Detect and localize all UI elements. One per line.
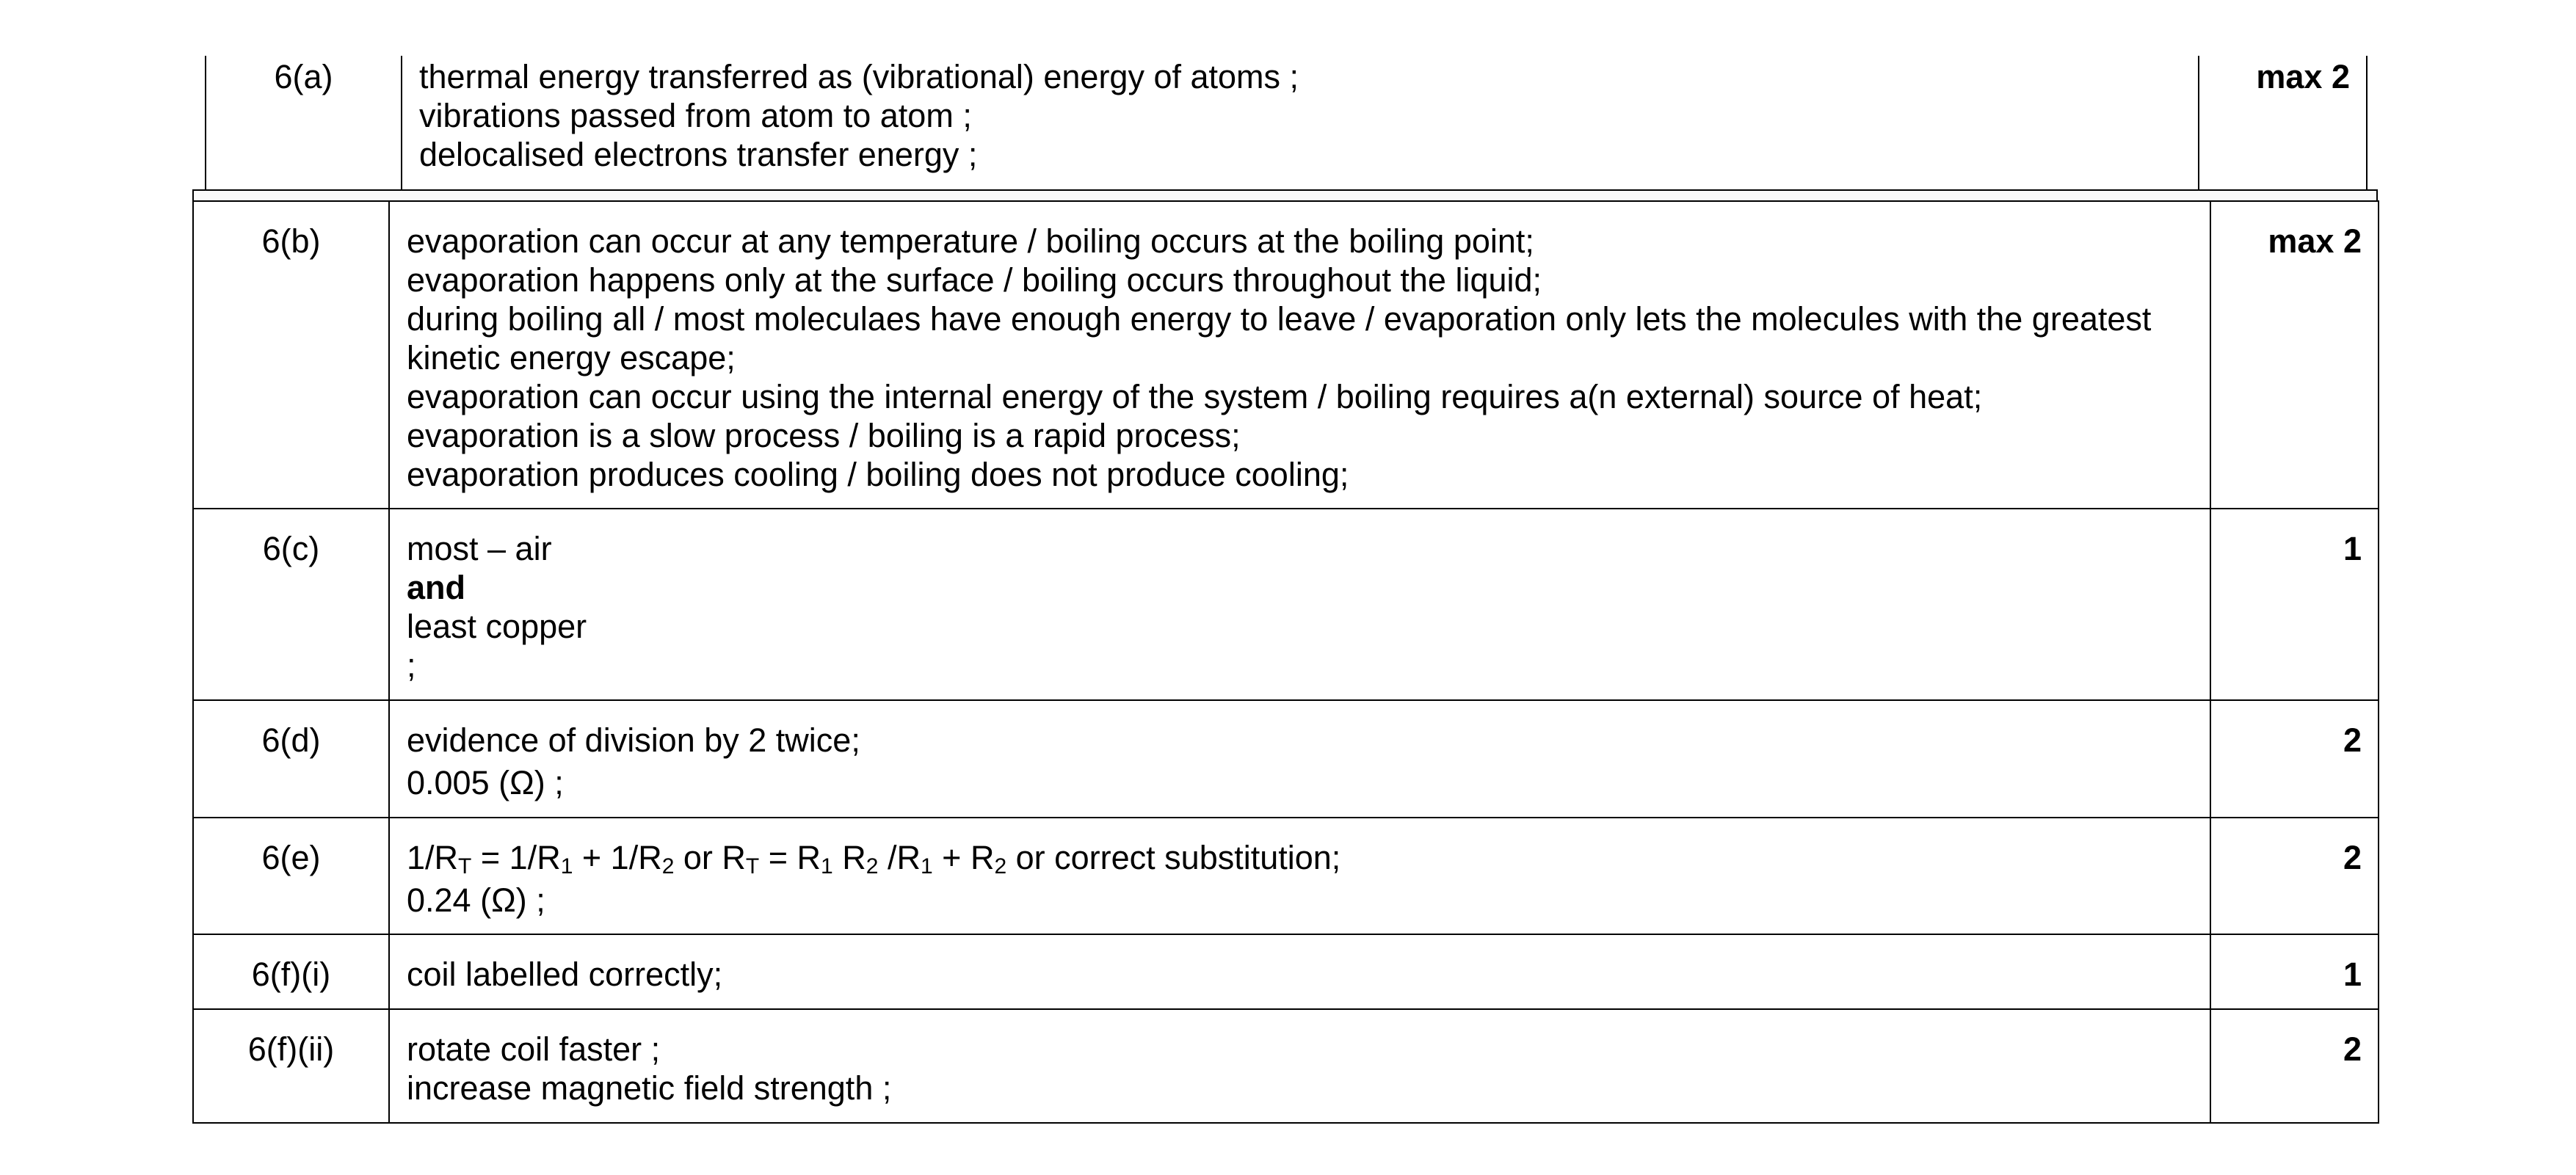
table-row-6e — [193, 818, 2379, 934]
marks-cell: max 2 — [2210, 201, 2379, 509]
answer-cell — [389, 509, 2210, 700]
answer-line: during boiling all / most moleculaes have enough energy to leave / evaporation only lets the molecules with the greatest kinetic energy escape; — [407, 300, 2152, 376]
answer-line: thermal energy transferred as (vibrational) energy of atoms ; — [419, 58, 1299, 95]
answer-cell — [389, 700, 2210, 818]
answer-line-and: and — [407, 569, 466, 606]
answer-line: evaporation is a slow process / boiling is a rapid process; — [407, 417, 1241, 454]
answer-line: vibrations passed from atom to atom ; — [419, 97, 972, 134]
answer-line: delocalised electrons transfer energy ; — [419, 136, 978, 173]
answer-line: evidence of division by 2 twice; — [407, 721, 860, 759]
marks-cell: 1 — [2210, 509, 2379, 700]
question-number: 6(d) — [193, 700, 389, 818]
marks-cell: 2 — [2210, 1009, 2379, 1123]
marks-cell: 2 — [2210, 700, 2379, 818]
answer-line: 0.24 (Ω) ; — [407, 881, 545, 919]
marks-cell: max 2 — [2199, 56, 2367, 190]
answer-line: evaporation can occur at any temperature / boiling occurs at the boiling point; — [407, 222, 1534, 260]
formula-line: $1/R_T = 1/R_1 + 1/R_2$ or $R_T = R_1$ $R_2$ $/R_1 + R_2$ or correct substitution; — [407, 839, 1341, 878]
answer-line: evaporation produces cooling / boiling does not produce cooling; — [407, 456, 1349, 493]
answer-line: least copper — [407, 608, 587, 645]
question-number: 6(f)(ii) — [193, 1009, 389, 1123]
answer-line: evaporation can occur using the internal energy of the system / boiling requires a(n external) source of heat; — [407, 378, 1983, 415]
answer-line: 0.005 (Ω) ; — [407, 764, 564, 801]
table-row-6b — [193, 201, 2379, 509]
table-row-6c — [193, 509, 2379, 700]
answer-line: rotate coil faster ; — [407, 1030, 661, 1068]
answer-line: coil labelled correctly; — [407, 956, 723, 993]
answer-line: increase magnetic field strength ; — [407, 1069, 892, 1107]
question-number: 6(a) — [206, 56, 402, 190]
answer-cell — [389, 934, 2210, 1009]
table-divider — [192, 189, 2378, 200]
answer-line: ; — [407, 647, 416, 684]
answer-line: most – air — [407, 530, 552, 567]
marks-cell: 2 — [2210, 818, 2379, 934]
table-row-6fii — [193, 1009, 2379, 1123]
table-row-6a — [206, 56, 2367, 190]
question-number: 6(f)(i) — [193, 934, 389, 1009]
question-number: 6(e) — [193, 818, 389, 934]
answer-cell — [389, 818, 2210, 934]
mark-scheme-table — [192, 200, 2379, 1124]
answer-cell — [402, 56, 2199, 190]
mark-scheme-table-top — [205, 56, 2368, 191]
table-row-6d — [193, 700, 2379, 818]
question-number: 6(c) — [193, 509, 389, 700]
marks-cell: 1 — [2210, 934, 2379, 1009]
answer-line: evaporation happens only at the surface / boiling occurs throughout the liquid; — [407, 261, 1542, 299]
answer-cell — [389, 201, 2210, 509]
table-row-6fi — [193, 934, 2379, 1009]
answer-cell — [389, 1009, 2210, 1123]
question-number: 6(b) — [193, 201, 389, 509]
